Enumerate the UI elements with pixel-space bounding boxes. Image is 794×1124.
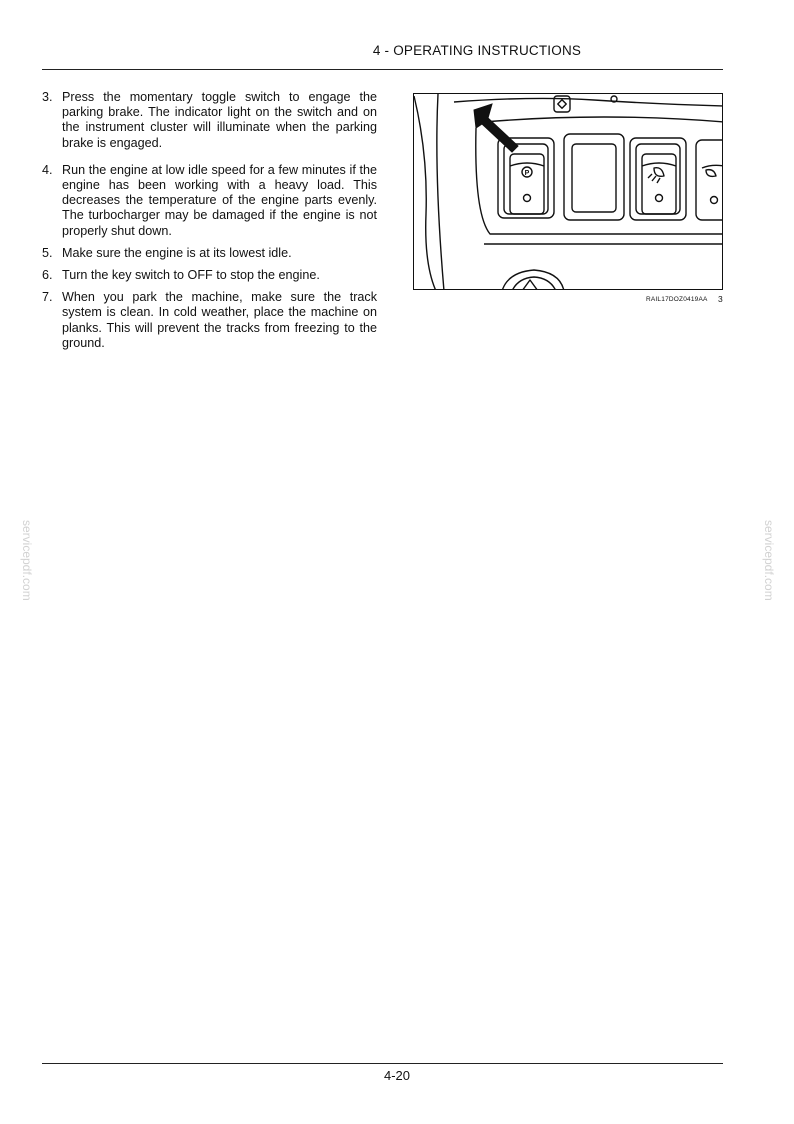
list-item [42, 268, 377, 283]
switch-panel-figure [413, 93, 723, 290]
step-number: 5. [42, 245, 53, 260]
page-number: 4-20 [383, 1068, 411, 1083]
step-number: 6. [42, 268, 53, 283]
list-item [42, 90, 377, 151]
switch-panel-illustration [414, 94, 723, 290]
page-header-title: 4 - OPERATING INSTRUCTIONS [372, 43, 582, 58]
step-text: Run the engine at low idle speed for a few minutes if the engine has been working with a heavy load. This decreases the temperature of the engine parts evenly. The turbocharger may be damaged if the engine is not properly shut down. [62, 162, 377, 238]
figure-number: 3 [718, 294, 723, 304]
instruction-list [42, 90, 377, 358]
watermark-right: servicepdf.com [762, 520, 776, 601]
footer-rule [42, 1063, 723, 1064]
watermark-left: servicepdf.com [20, 520, 34, 601]
step-number: 4. [42, 162, 53, 177]
step-text: Turn the key switch to OFF to stop the engine. [62, 268, 320, 283]
list-item [42, 163, 377, 239]
step-number: 7. [42, 290, 53, 305]
step-number: 3. [42, 90, 53, 104]
step-text: When you park the machine, make sure the track system is clean. In cold weather, place the machine on planks. This will prevent the tracks from freezing to the ground. [62, 290, 377, 350]
figure-id: RAIL17DOZ0419AA [646, 296, 708, 303]
header-rule [42, 69, 723, 70]
list-item [42, 290, 377, 351]
step-text: Press the momentary toggle switch to engage the parking brake. The indicator light on the switch and on the instrument cluster will illuminate when the parking brake is engaged. [62, 90, 377, 150]
step-text: Make sure the engine is at its lowest idle. [62, 245, 292, 260]
pointer-arrow-icon [474, 104, 518, 152]
parking-symbol-label: P [524, 170, 530, 177]
list-item [42, 246, 377, 261]
